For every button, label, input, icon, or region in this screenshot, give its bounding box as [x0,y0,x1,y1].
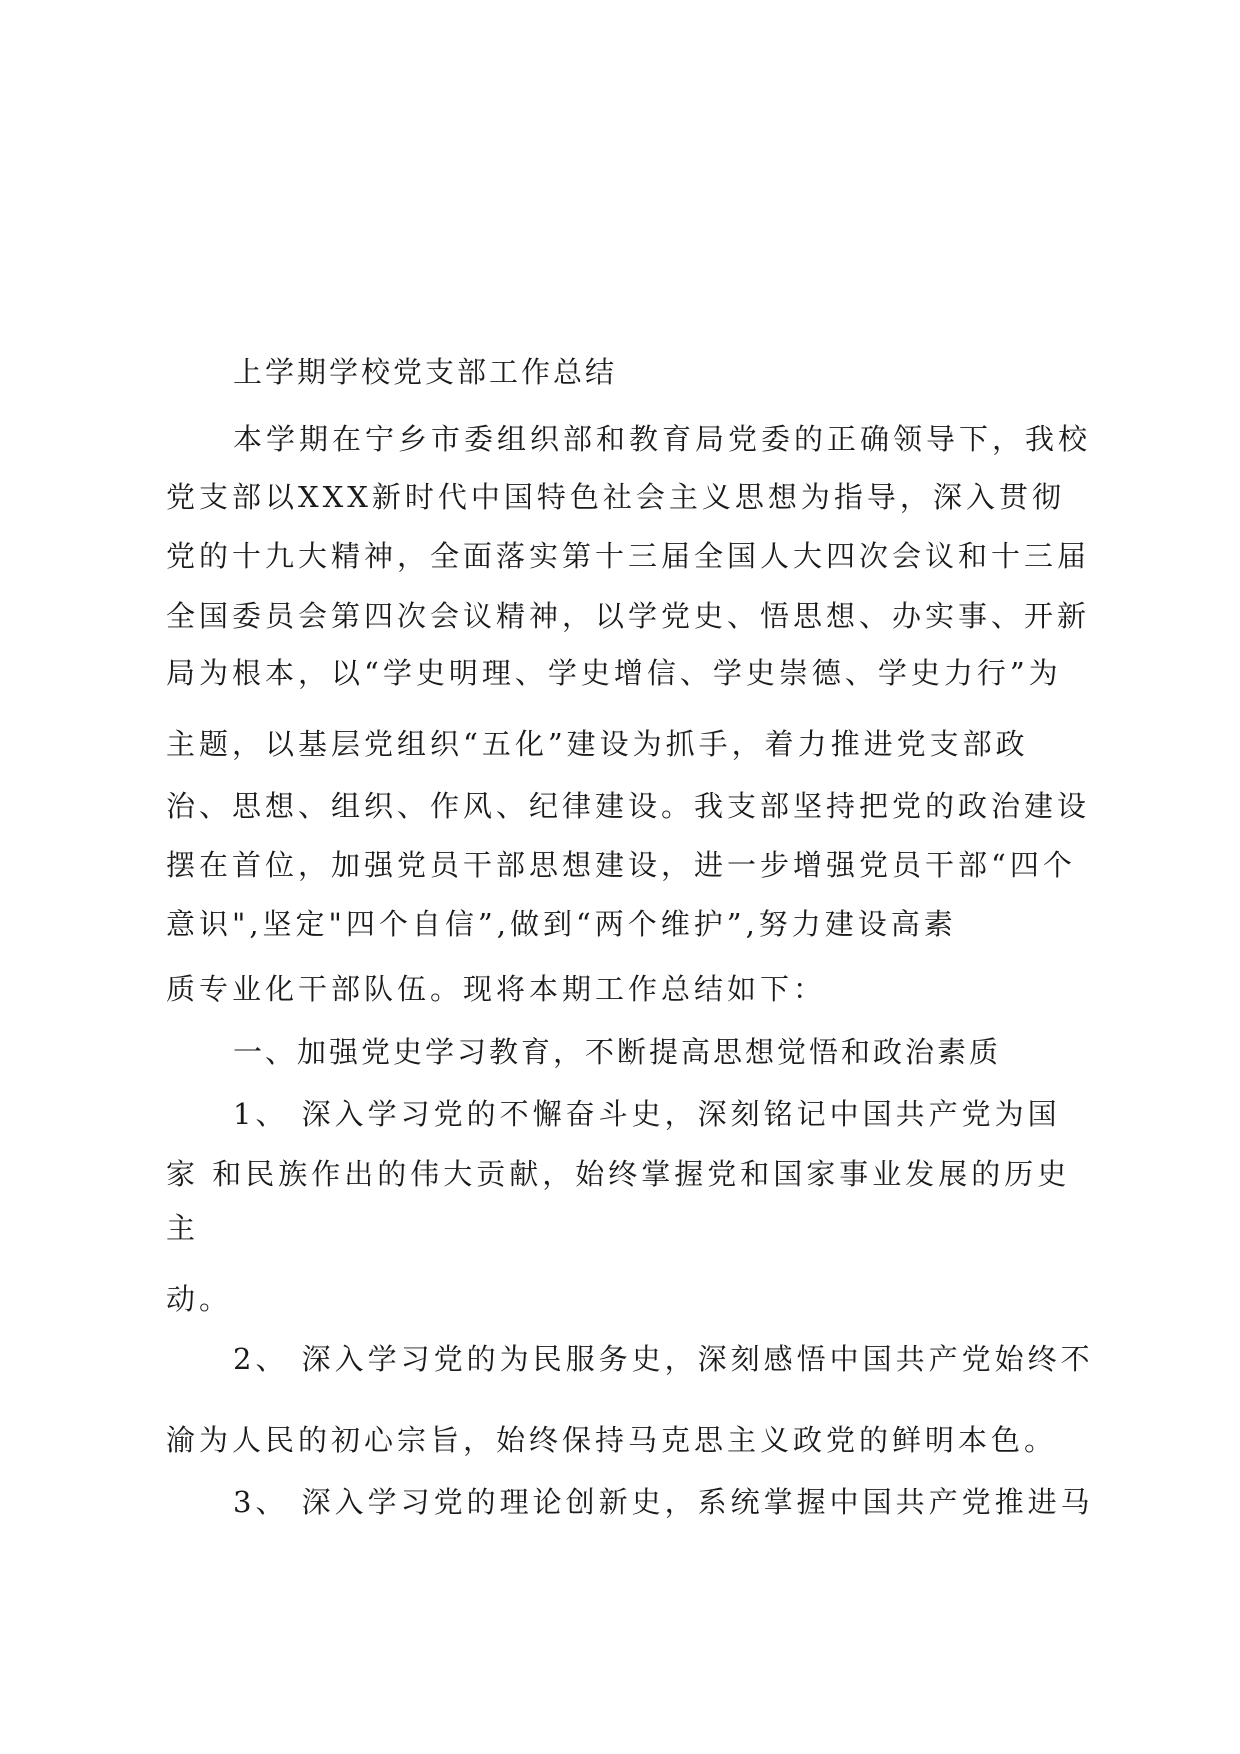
paragraph-line: 治、思想、组织、作风、纪律建设。我支部坚持把党的政治建设 [166,789,1091,823]
list-item-line: 主 [166,1211,200,1245]
paragraph-line: 质专业化干部队伍。现将本期工作总结如下： [166,972,827,1006]
paragraph-line: 全国委员会第四次会议精神，以学党史、悟思想、办实事、开新 [166,599,1091,633]
list-item-line: 渝为人民的初心宗旨，始终保持马克思主义政党的鲜明本色。 [166,1423,1058,1457]
paragraph-line: 主题，以基层党组织“五化”建设为抓手，着力推进党支部政 [166,727,1029,761]
paragraph-line: 局为根本，以“学史明理、学史增信、学史崇德、学史力行”为 [166,656,1062,690]
list-item-line: 动。 [166,1282,233,1316]
list-item-line: 1、 深入学习党的不懈奋斗史，深刻铭记中国共产党为国 [233,1097,1061,1131]
section-heading: 一、加强党史学习教育，不断提高思想觉悟和政治素质 [233,1035,1002,1069]
list-item-line: 家 和民族作出的伟大贡献，始终掌握党和国家事业发展的历史 [166,1157,1071,1191]
paragraph-line: 本学期在宁乡市委组织部和教育局党委的正确领导下，我校 [233,422,1092,456]
paragraph-line: 党的十九大精神，全面落实第十三届全国人大四次会议和十三届 [166,539,1091,573]
document-title: 上学期学校党支部工作总结 [233,355,618,389]
list-item-line: 3、 深入学习党的理论创新史，系统掌握中国共产党推进马 [233,1485,1094,1519]
paragraph-line: 党支部以XXX新时代中国特色社会主义思想为指导，深入贯彻 [166,480,1065,514]
paragraph-line: 摆在首位，加强党员干部思想建设，进一步增强党员干部“四个 [166,848,1076,882]
list-item-line: 2、 深入学习党的为民服务史，深刻感悟中国共产党始终不 [233,1342,1094,1376]
paragraph-line: 意识",坚定"四个自信”,做到“两个维护”,努力建设高素 [166,907,957,941]
